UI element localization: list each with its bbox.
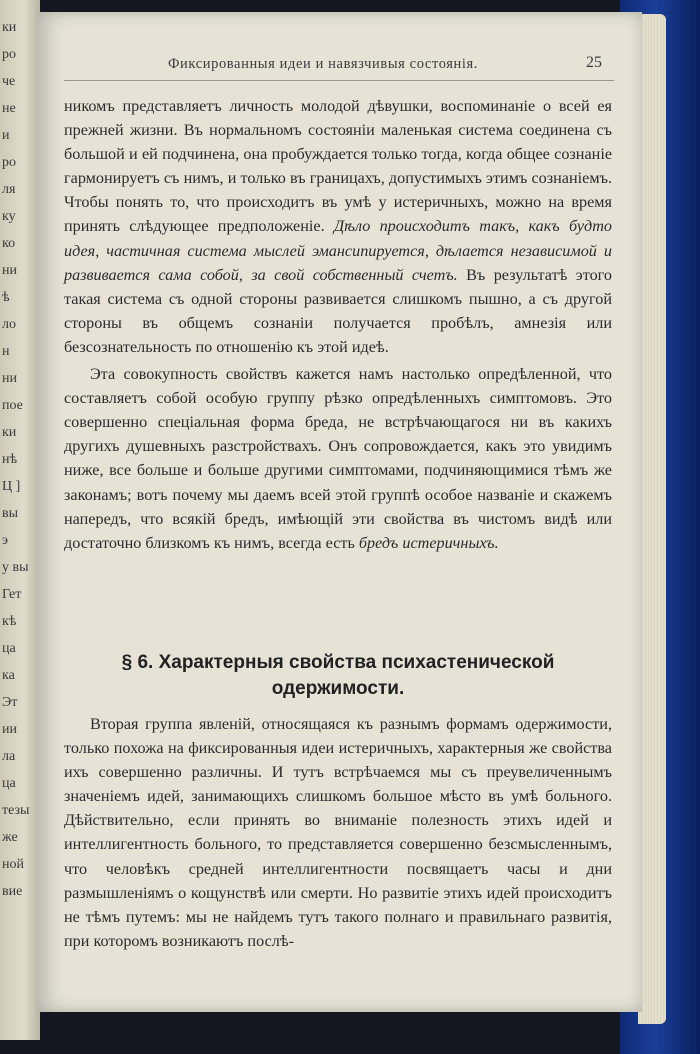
left-page-fragment: вы (2, 506, 19, 521)
body-text (64, 94, 612, 555)
left-page-fragment: ля (2, 182, 16, 197)
text-run: Эта совокупность свойствъ кажется намъ настолько опредѣленной, что составляетъ собой особую группу рѣзко опредѣленныхъ симптомовъ. Это совершенно спеціальная форма бреда, не встрѣчающагося ни въ какихъ другихъ душевныхъ разстройствахъ. Онъ сопровождается, какъ это увидимъ ниже, все больше и больше другими симптомами, подчиняющимися тѣмъ же законамъ; вотъ почему мы даемъ всей этой группѣ особое названіе и скажемъ напередъ, что всякій бредъ, имѣющій эти свойства въ чистомъ видѣ или достаточно близкомъ къ нимъ, всегда есть (64, 365, 612, 552)
paragraph-1 (64, 94, 612, 359)
italic-run: Дѣло происходитъ такъ, какъ будто идея, частичная система мыслей эмансипируется, дѣлается независимой и развивается сама собой, за свой собственный счетъ. (64, 217, 612, 284)
italic-run: бредъ истеричныхъ. (358, 533, 499, 552)
left-page-fragment: че (2, 74, 16, 89)
left-page-fragment: ца (2, 641, 16, 656)
left-page-fragment: Ц ] (2, 479, 21, 494)
left-page-fragment: нѣ (2, 452, 18, 467)
section-heading-line-2: одержимости. (271, 678, 405, 699)
left-page-fragment: н (2, 344, 10, 359)
left-page-fragment: ии (2, 722, 17, 737)
left-page-fragment: вие (2, 884, 23, 899)
section-heading (64, 650, 612, 702)
left-page-fragment: ку (2, 209, 16, 224)
left-page-fragment: ко (2, 236, 16, 251)
book-page (36, 12, 642, 1012)
left-page-fragment: ца (2, 776, 16, 791)
left-page-fragment: же (2, 830, 18, 845)
left-page-fragment: ной (2, 857, 24, 872)
left-page-fragment: пое (2, 398, 23, 413)
left-page-fragment: у вы (2, 560, 29, 575)
left-page-fragment: э (2, 533, 9, 548)
left-page-fragment: ки (2, 20, 17, 35)
header-rule (64, 80, 614, 81)
paragraph-3: Вторая группа явленій, относящаяся къ разнымъ формамъ одержимости, только похожа на фиксированныя идеи истеричныхъ, характерныя же свойства ихъ совершенно различны. И тутъ встрѣчаемся мы съ преувеличеннымъ значеніемъ идей, занимающихъ слишкомъ большое мѣсто въ умѣ больного. Дѣйствительно, если принять во вниманіе полезность этихъ идей и интеллигентность больного, то представляется совершенно безсмысленнымъ, что человѣкъ средней интеллигентности посвящаетъ часы и дни размышленіямъ о кощунствѣ или смерти. Но развитіе этихъ идей происходитъ не тѣмъ путемъ: мы не найдемъ тутъ такого полнаго и правильнаго развитія, при которомъ возникаютъ послѣ- (64, 715, 612, 950)
text-run: никомъ представляетъ личность молодой дѣвушки, воспоминаніе о всей ея прежней жизни. Въ нормальномъ состояніи маленькая система соединена съ большой и ей подчинена, она пробуждается только тогда, когда общее сознаніе гармонируетъ съ нимъ, и только въ границахъ, допустимыхъ этимъ сознаніемъ. Чтобы понять то, что происходитъ въ умѣ у истеричныхъ, можно на время принять слѣдующее предположеніе. (64, 97, 612, 236)
left-page-fragment: ро (2, 47, 16, 62)
left-page-fragment: ни (2, 263, 17, 278)
left-page-fragment: не (2, 101, 16, 116)
left-page-fragment: ки (2, 425, 17, 440)
text-run: Въ результатѣ этого такая система съ одной стороны развивается слишкомъ пышно, а съ другой стороны въ общемъ сознаніи получается пробѣлъ, амнезія или безсознательность по отношенію къ этой идеѣ. (64, 265, 612, 356)
left-page-fragment: Гет (2, 587, 22, 602)
left-page (0, 0, 40, 1040)
left-page-fragment: ка (2, 668, 15, 683)
page-edges (638, 14, 666, 1024)
running-head: Фиксированныя идеи и навязчивыя состоянія. (168, 56, 479, 72)
left-page-fragment: тезы (2, 803, 30, 818)
left-page-fragment: ла (2, 749, 16, 764)
body-text-2 (64, 712, 612, 953)
left-page-fragment: кѣ (2, 614, 17, 629)
left-page-fragment: ни (2, 371, 17, 386)
left-page-fragment: ло (2, 317, 16, 332)
section-heading-line-1: § 6. Характерныя свойства психастенической (121, 652, 555, 673)
left-page-fragment: Эт (2, 695, 18, 710)
paragraph-2 (64, 362, 612, 555)
left-page-fragment: ро (2, 155, 16, 170)
page-number: 25 (586, 54, 602, 71)
left-page-fragment: и (2, 128, 10, 143)
left-page-fragment: ѣ (2, 290, 10, 305)
